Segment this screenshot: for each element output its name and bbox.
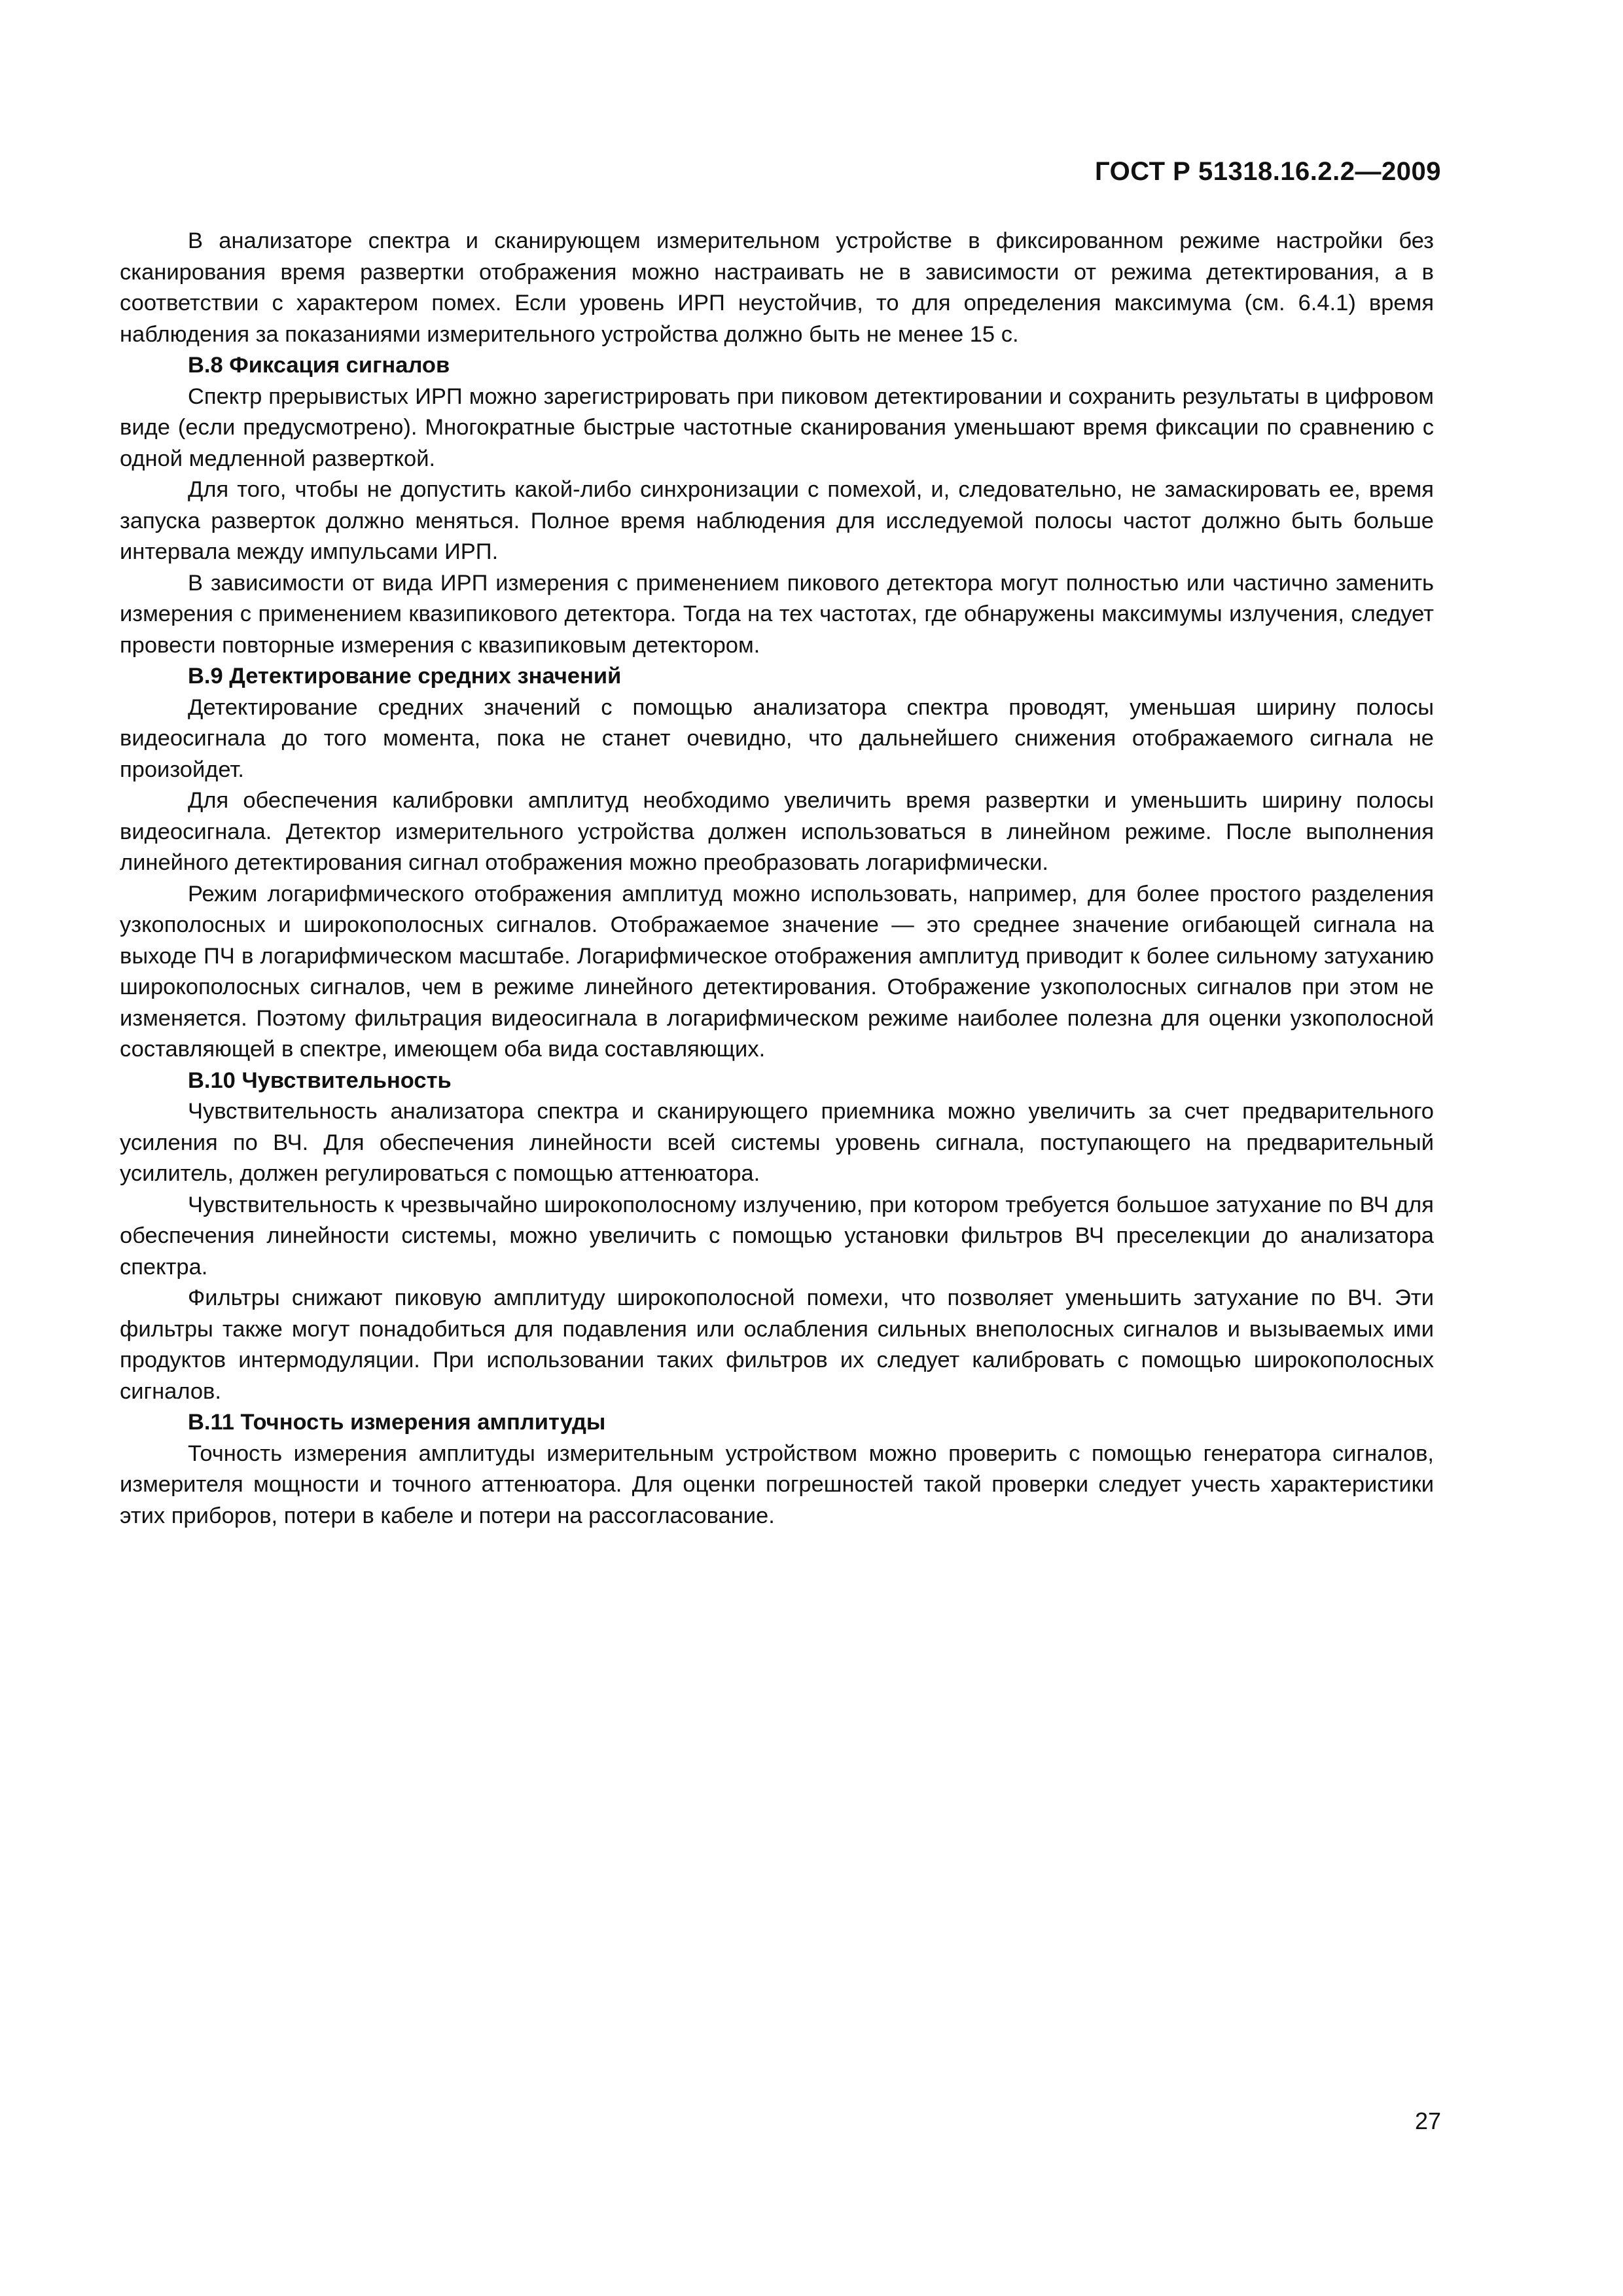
paragraph: Чувствительность к чрезвычайно широкополосному излучению, при котором требуется большое затухание по ВЧ для обеспечения линейности системы, можно увеличить с помощью установки фильтров ВЧ преселекции до анализатора спектра.	[120, 1192, 1434, 1280]
paragraph: Детектирование средних значений с помощью анализатора спектра проводят, уменьшая ширину полосы видеосигнала до того момента, пока не станет очевидно, что дальнейшего снижения отображаемого сигнала не произойдет.	[120, 694, 1434, 782]
section-heading-b11: В.11 Точность измерения амплитуды	[188, 1410, 606, 1435]
paragraph: Спектр прерывистых ИРП можно зарегистрировать при пиковом детектировании и сохранить результаты в цифровом виде (если предусмотрено). Многократные быстрые частотные сканирования уменьшают время фиксации по сравнению с одной медленной разверткой.	[120, 384, 1434, 471]
paragraph: Точность измерения амплитуды измерительным устройством можно проверить с помощью генератора сигналов, измерителя мощности и точного аттенюатора. Для оценки погрешностей такой проверки следует учесть характеристики этих приборов, потери в кабеле и потери на рассогласование.	[120, 1441, 1434, 1528]
paragraph: В анализаторе спектра и сканирующем измерительном устройстве в фиксированном режиме настройки без сканирования время развертки отображения можно настраивать не в зависимости от режима детектирования, а в соответствии с характером помех. Если уровень ИРП неустойчив, то для определения максимума (см. 6.4.1) время наблюдения за показаниями измерительного устройства должно быть не менее 15 с.	[120, 228, 1434, 347]
page-number: 27	[1414, 2108, 1441, 2134]
paragraph: Режим логарифмического отображения амплитуд можно использовать, например, для более простого разделения узкополосных и широкополосных сигналов. Отображаемое значение — это среднее значение огибающей сигнала на выходе ПЧ в логарифмическом масштабе. Логарифмическое отображения амплитуд приводит к более сильному затуханию широкополосных сигналов, чем в режиме линейного детектирования. Отображение узкополосных сигналов при этом не изменяется. Поэтому фильтрация видеосигнала в логарифмическом режиме наиболее полезна для оценки узкополосной составляющей в спектре, имеющем оба вида составляющих.	[120, 881, 1434, 1062]
paragraph: Фильтры снижают пиковую амплитуду широкополосной помехи, что позволяет уменьшить затухание по ВЧ. Эти фильтры также могут понадобиться для подавления или ослабления сильных внеполосных сигналов и вызываемых ими продуктов интермодуляции. При использовании таких фильтров их следует калибровать с помощью широкополосных сигналов.	[120, 1285, 1434, 1404]
document-code: ГОСТ Р 51318.16.2.2—2009	[1094, 157, 1441, 186]
paragraph: В зависимости от вида ИРП измерения с применением пикового детектора могут полностью или частично заменить измерения с применением квазипикового детектора. Тогда на тех частотах, где обнаружены максимумы излучения, следует провести повторные измерения с квазипиковым детектором.	[120, 570, 1434, 658]
section-heading-b8: В.8 Фиксация сигналов	[188, 353, 450, 378]
section-heading-b9: В.9 Детектирование средних значений	[188, 664, 622, 689]
document-body	[120, 226, 1434, 1532]
section-heading-b10: В.10 Чувствительность	[188, 1067, 452, 1093]
paragraph: Для того, чтобы не допустить какой-либо синхронизации с помехой, и, следовательно, не замаскировать ее, время запуска разверток должно меняться. Полное время наблюдения для исследуемой полосы частот должно быть больше интервала между импульсами ИРП.	[120, 477, 1434, 564]
paragraph: Для обеспечения калибровки амплитуд необходимо увеличить время развертки и уменьшить ширину полосы видеосигнала. Детектор измерительного устройства должен использоваться в линейном режиме. После выполнения линейного детектирования сигнал отображения можно преобразовать логарифмически.	[120, 788, 1434, 875]
paragraph: Чувствительность анализатора спектра и сканирующего приемника можно увеличить за счет предварительного усиления по ВЧ. Для обеспечения линейности всей системы уровень сигнала, поступающего на предварительный усилитель, должен регулироваться с помощью аттенюатора.	[120, 1099, 1434, 1186]
